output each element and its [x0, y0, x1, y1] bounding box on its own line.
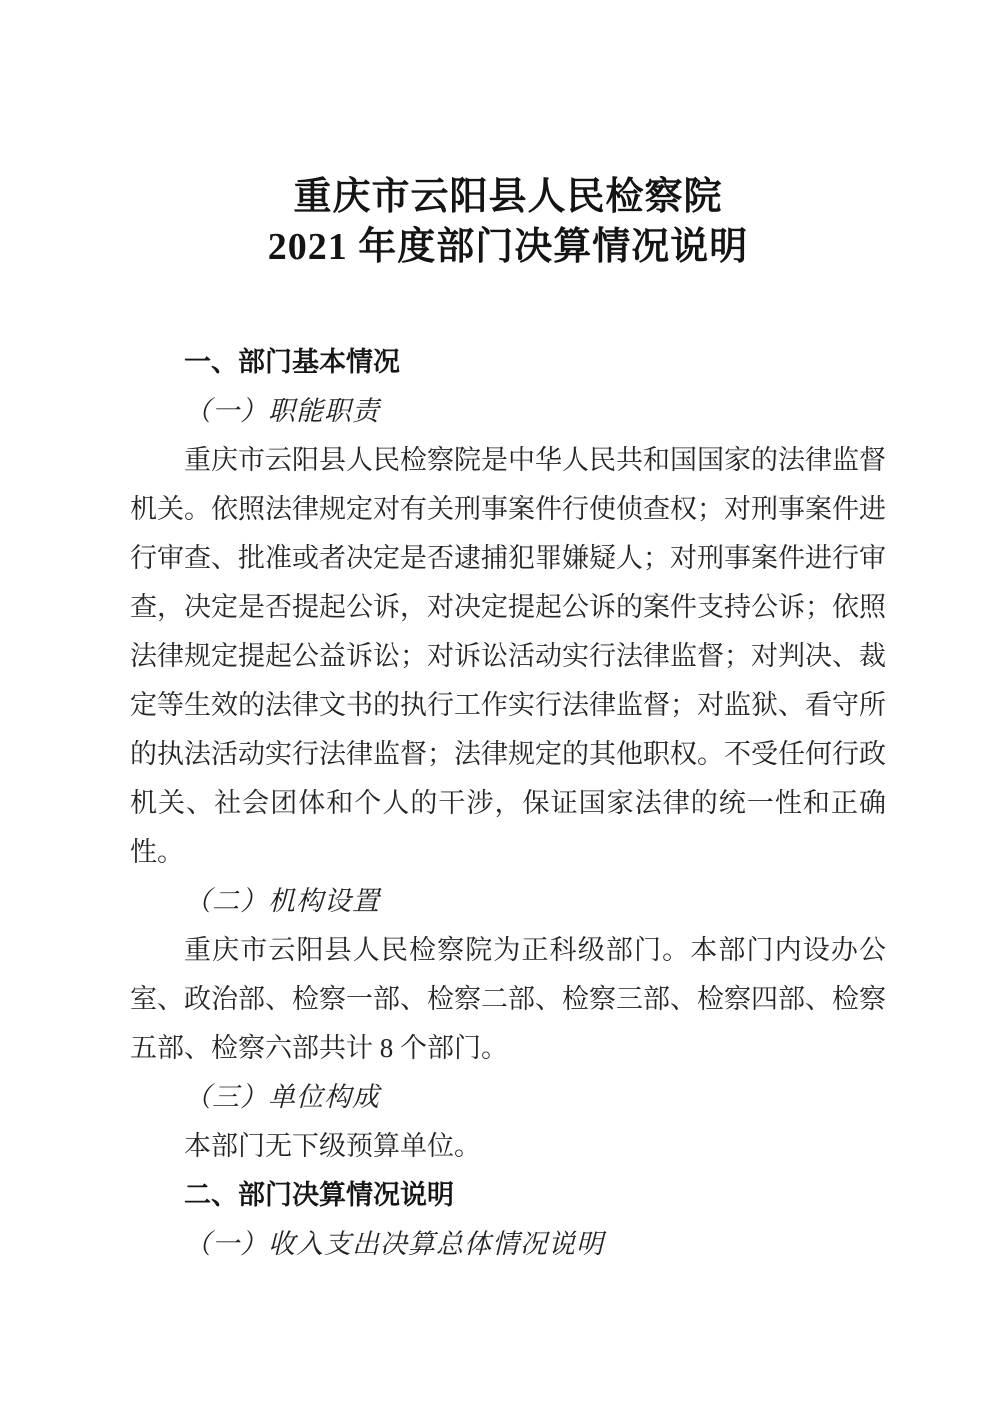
subsection-heading-income-expenditure-overview: （一）收入支出决算总体情况说明 [184, 1229, 604, 1259]
subsection-heading-organization: （二）机构设置 [184, 886, 380, 916]
section-heading-final-accounts: 二、部门决算情况说明 [184, 1180, 454, 1210]
section-heading-basic-info: 一、部门基本情况 [184, 347, 400, 377]
subsection-heading-duties: （一）职能职责 [184, 396, 380, 426]
subsection-heading-unit-composition: （三）单位构成 [184, 1082, 380, 1112]
paragraph-unit-composition: 本部门无下级预算单位。 [184, 1131, 481, 1161]
document-title [130, 172, 886, 272]
document-content [130, 0, 886, 1269]
document-body [130, 338, 886, 1269]
document-title-line1: 重庆市云阳县人民检察院 [293, 176, 723, 218]
paragraph-duties: 重庆市云阳县人民检察院是中华人民共和国国家的法律监督机关。依照法律规定对有关刑事案件行使侦查权；对刑事案件进行审查、批准或者决定是否逮捕犯罪嫌疑人；对刑事案件进行审查，决定是否提起公诉，对决定提起公诉的案件支持公诉；依照法律规定提起公益诉讼；对诉讼活动实行法律监督；对判决、裁定等生效的法律文书的执行工作实行法律监督；对监狱、看守所的执法活动实行法律监督；法律规定的其他职权。不受任何行政机关、社会团体和个人的干涉，保证国家法律的统一性和正确性。 [130, 445, 886, 867]
paragraph-organization: 重庆市云阳县人民检察院为正科级部门。本部门内设办公室、政治部、检察一部、检察二部、检察三部、检察四部、检察五部、检察六部共计 8 个部门。 [130, 935, 886, 1063]
document-title-line2: 2021 年度部门决算情况说明 [267, 226, 749, 268]
